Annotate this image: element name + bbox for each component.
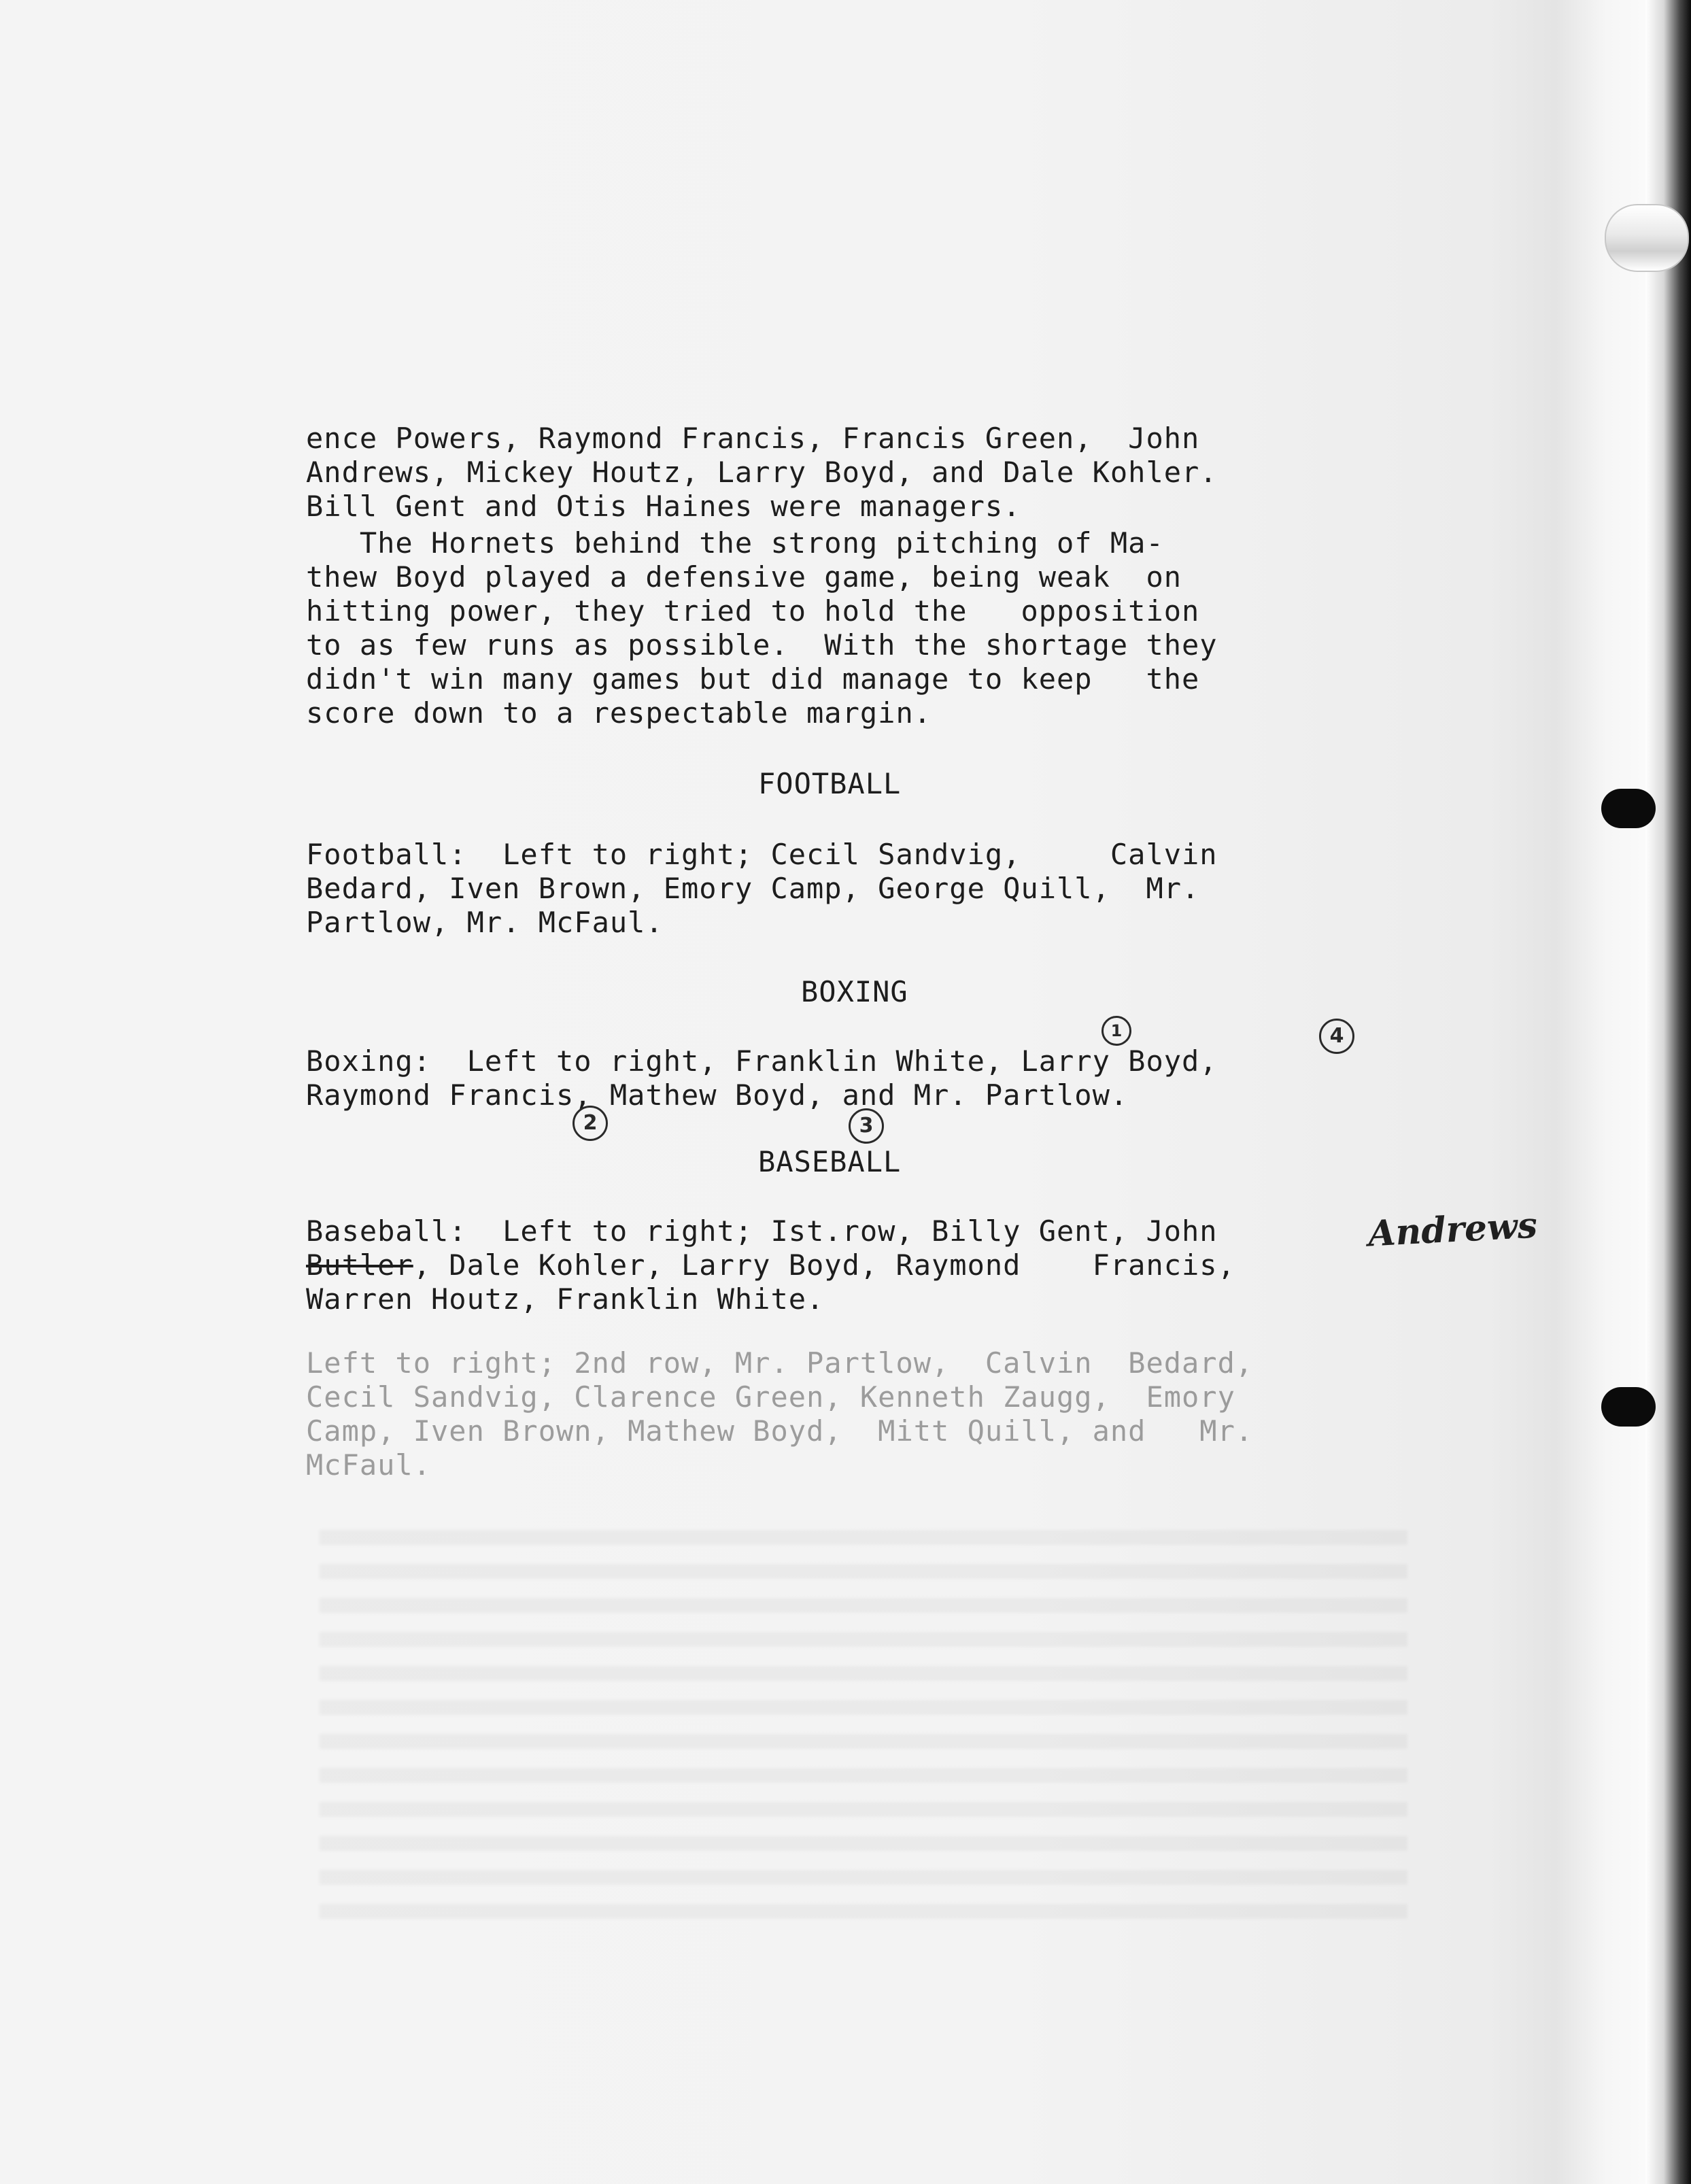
text-line: Raymond Francis, Mathew Boyd, and Mr. Partlow. [306, 1078, 1129, 1112]
annotation-circle-1: 1 [1101, 1016, 1131, 1046]
text-line: score down to a respectable margin. [306, 696, 932, 730]
second-row-caption [306, 1346, 1462, 1482]
text-line: Camp, Iven Brown, Mathew Boyd, Mitt Quill, and Mr. [306, 1414, 1254, 1448]
text-line: hitting power, they tried to hold the opposition [306, 594, 1200, 628]
handwritten-correction: Andrews [1367, 1204, 1539, 1255]
text-line-rest: , Dale Kohler, Larry Boyd, Raymond Francis, [413, 1248, 1235, 1282]
text-line: Partlow, Mr. McFaul. [306, 906, 664, 939]
text-line: Left to right; 2nd row, Mr. Partlow, Calvin Bedard, [306, 1346, 1254, 1380]
text-line: McFaul. [306, 1448, 432, 1482]
text-line [306, 1248, 1462, 1282]
baseball-heading: BASEBALL [758, 1145, 902, 1178]
text-line: to as few runs as possible. With the shortage they [306, 628, 1218, 662]
text-line: ence Powers, Raymond Francis, Francis Green, John [306, 422, 1200, 455]
text-line: Bill Gent and Otis Haines were managers. [306, 490, 1021, 523]
football-heading: FOOTBALL [758, 767, 902, 800]
text-line: didn't win many games but did manage to keep the [306, 662, 1200, 696]
text-line: Boxing: Left to right, Franklin White, Larry Boyd, [306, 1044, 1218, 1078]
text-line: Bedard, Iven Brown, Emory Camp, George Quill, Mr. [306, 872, 1200, 905]
binding-hole-lower [1601, 1387, 1656, 1427]
struck-name: Butler [306, 1248, 413, 1282]
annotation-circle-3: 3 [849, 1108, 884, 1144]
bleed-through-text [320, 1530, 1407, 1938]
intro-paragraph [306, 422, 1462, 524]
annotation-circle-4: 4 [1319, 1019, 1354, 1054]
text-line: thew Boyd played a defensive game, being weak on [306, 560, 1182, 594]
binding-cord [1605, 204, 1689, 272]
text-line: Warren Houtz, Franklin White. [306, 1282, 825, 1316]
boxing-heading: BOXING [801, 975, 908, 1008]
annotation-circle-2: 2 [573, 1106, 608, 1141]
binding-hole-upper [1601, 789, 1656, 828]
hornets-paragraph [306, 526, 1462, 730]
text-line: Football: Left to right; Cecil Sandvig, Calvin [306, 838, 1218, 871]
boxing-caption [306, 1044, 1462, 1112]
text-line: Baseball: Left to right; Ist.row, Billy Gent, John [306, 1214, 1218, 1248]
text-line: The Hornets behind the strong pitching of Ma- [306, 526, 1164, 560]
baseball-caption [306, 1214, 1462, 1316]
football-caption [306, 838, 1462, 940]
text-line: Andrews, Mickey Houtz, Larry Boyd, and Dale Kohler. [306, 456, 1218, 489]
text-line: Cecil Sandvig, Clarence Green, Kenneth Zaugg, Emory [306, 1380, 1235, 1414]
page-right-edge [1645, 0, 1691, 2184]
